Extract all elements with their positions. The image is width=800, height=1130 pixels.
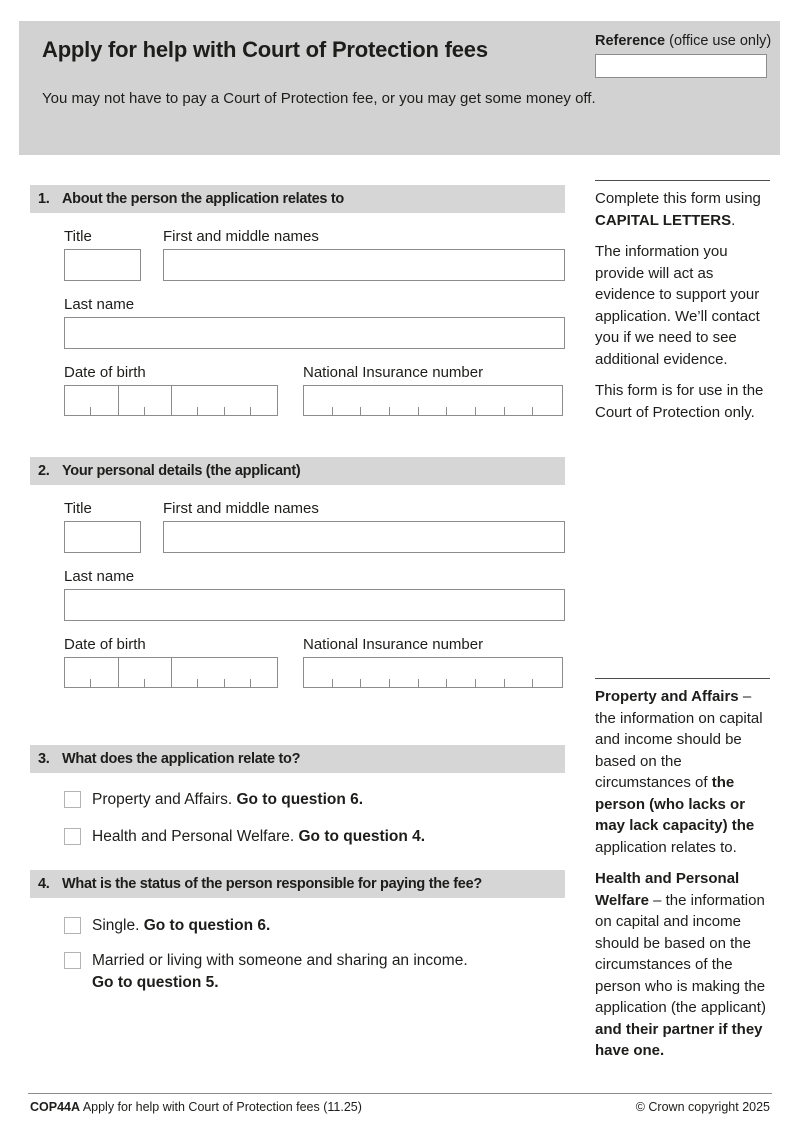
s1-title-label: Title — [64, 228, 92, 245]
page-title: Apply for help with Court of Protection fees — [42, 37, 488, 62]
s2-first-middle-names-label: First and middle names — [163, 500, 319, 517]
s2-date-of-birth-input[interactable] — [64, 657, 278, 688]
s2-first-middle-names-input[interactable] — [163, 521, 565, 553]
s1-last-name-input[interactable] — [64, 317, 565, 349]
sidebar-note-instructions — [595, 180, 770, 433]
s2-national-insurance-input[interactable] — [303, 657, 563, 688]
section-1-person-details — [30, 185, 565, 416]
reference-label-text: Reference — [595, 33, 666, 49]
option-married-or-living-with-someone — [64, 950, 565, 994]
section-3-application-type — [30, 745, 565, 848]
s2-title-input[interactable] — [64, 521, 141, 553]
form-subtitle: You may not have to pay a Court of Protection fee, or you may get some money off. — [42, 90, 596, 107]
note-capital-letters: Complete this form using CAPITAL LETTERS. — [595, 190, 761, 229]
married-or-living-with-someone-checkbox[interactable] — [64, 952, 81, 969]
s1-first-middle-names-input[interactable] — [163, 249, 565, 281]
married-or-living-with-someone-label: Married or living with someone and sharing an income. Go to question 5. — [92, 952, 468, 991]
s2-last-name-input[interactable] — [64, 589, 565, 621]
section-3-number: 3. — [38, 751, 50, 767]
option-single — [64, 915, 565, 937]
note-property-and-affairs: Property and Affairs – the information on capital and income should be based on the circumstances of the person (who lacks or may lack capacity) the application relates to. — [595, 688, 763, 856]
section-2-number: 2. — [38, 463, 50, 479]
reference-hint: (office use only) — [669, 33, 772, 49]
section-4-options — [30, 915, 565, 994]
section-4-payer-status — [30, 870, 565, 994]
s1-date-of-birth-input[interactable] — [64, 385, 278, 416]
s1-title-input[interactable] — [64, 249, 141, 281]
footer-form-title: Apply for help with Court of Protection fees (11.25) — [80, 1100, 362, 1114]
section-1-fields — [30, 213, 565, 416]
section-2-title: Your personal details (the applicant) — [62, 463, 301, 479]
section-2-applicant-details — [30, 457, 565, 688]
section-3-header — [30, 745, 565, 773]
note-health-and-personal-welfare: Health and Personal Welfare – the information on capital and income should be based on the circumstances of the person who is making the application (the applicant) and their partner if they have one. — [595, 870, 766, 1059]
section-1-header — [30, 185, 565, 213]
section-2-fields — [30, 485, 565, 688]
section-1-number: 1. — [38, 191, 50, 207]
section-3-options — [30, 789, 565, 848]
s1-national-insurance-label: National Insurance number — [303, 364, 484, 381]
option-health-and-personal-welfare — [64, 826, 565, 848]
s1-date-of-birth-label: Date of birth — [64, 364, 146, 381]
section-2-header — [30, 457, 565, 485]
property-and-affairs-checkbox[interactable] — [64, 791, 81, 808]
section-3-title: What does the application relate to? — [62, 751, 301, 767]
footer-form-code — [30, 1100, 362, 1114]
s2-national-insurance-label: National Insurance number — [303, 636, 484, 653]
section-4-number: 4. — [38, 876, 50, 892]
section-4-title: What is the status of the person responsible for paying the fee? — [62, 876, 482, 892]
health-and-personal-welfare-label: Health and Personal Welfare. Go to question 4. — [92, 828, 426, 845]
property-and-affairs-label: Property and Affairs. Go to question 6. — [92, 791, 364, 808]
sidebar-note-definitions — [595, 678, 770, 1072]
reference-label — [595, 32, 771, 51]
footer-code: COP44A — [30, 1100, 81, 1114]
health-and-personal-welfare-checkbox[interactable] — [64, 828, 81, 845]
reference-input[interactable] — [595, 54, 767, 78]
single-checkbox[interactable] — [64, 917, 81, 934]
form-header — [19, 21, 780, 155]
s2-title-label: Title — [64, 500, 92, 517]
s2-last-name-label: Last name — [64, 568, 135, 585]
s1-national-insurance-input[interactable] — [303, 385, 563, 416]
footer-copyright: © Crown copyright 2025 — [635, 1100, 770, 1114]
footer-divider — [28, 1093, 772, 1094]
note-evidence: The information you provide will act as evidence to support your application. We’ll contact you if we need to see additional evidence. — [595, 243, 760, 368]
s1-last-name-label: Last name — [64, 296, 135, 313]
option-property-and-affairs — [64, 789, 565, 811]
single-label: Single. Go to question 6. — [92, 917, 271, 934]
note-court-of-protection-only: This form is for use in the Court of Protection only. — [595, 382, 764, 421]
s1-first-middle-names-label: First and middle names — [163, 228, 319, 245]
s2-date-of-birth-label: Date of birth — [64, 636, 146, 653]
section-4-header — [30, 870, 565, 898]
section-1-title: About the person the application relates to — [62, 191, 344, 207]
